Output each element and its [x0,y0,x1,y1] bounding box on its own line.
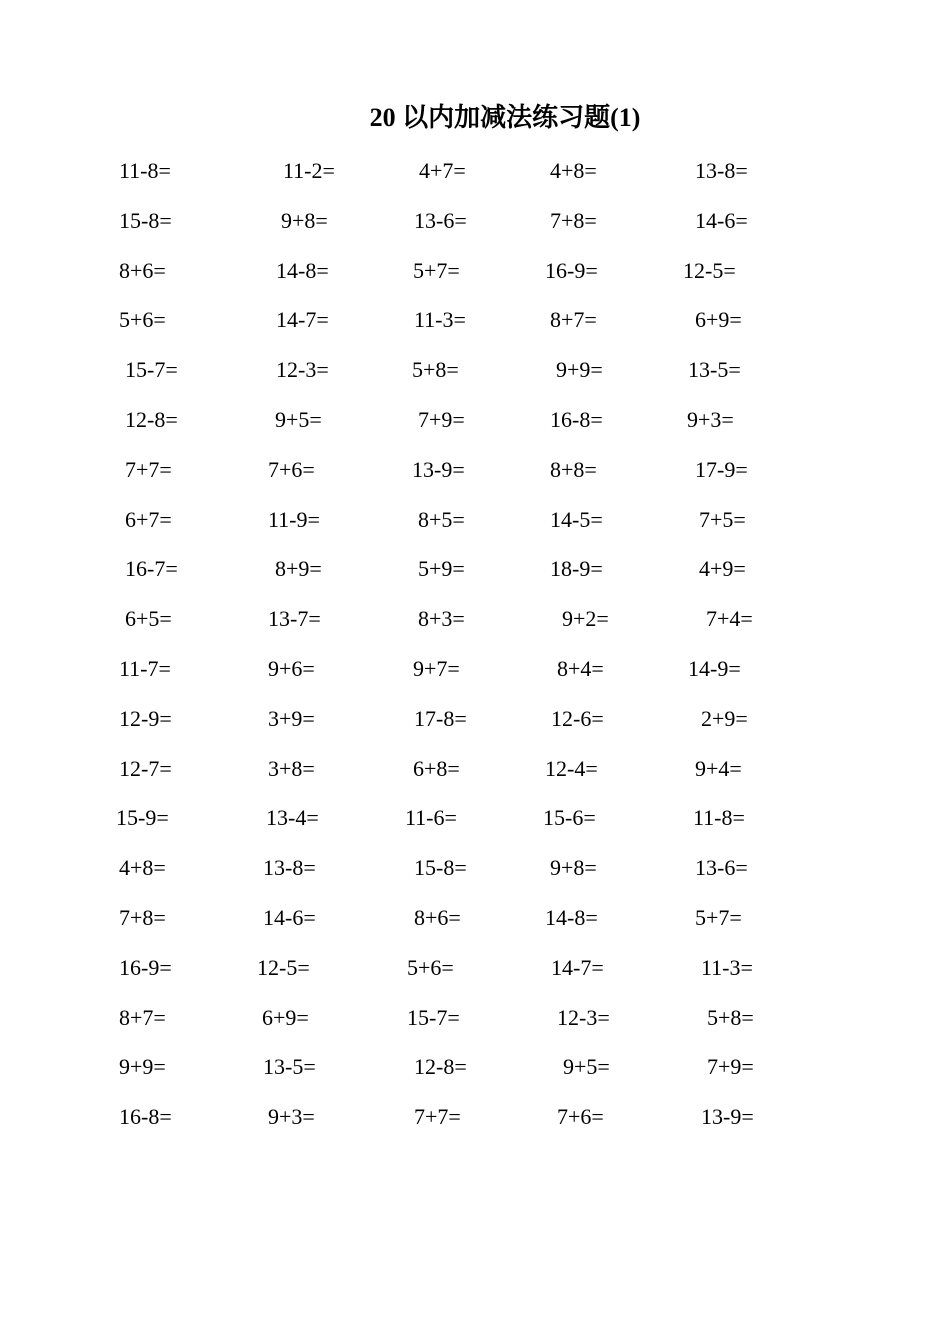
problem-cell: 9+6= [268,655,315,681]
problem-cell: 13-6= [695,855,748,881]
problem-cell: 14-7= [276,307,329,333]
problem-cell: 9+4= [695,755,742,781]
page-title: 20 以内加减法练习题(1) [369,103,641,132]
problem-cell: 12-5= [257,954,310,980]
problem-cell: 5+6= [119,307,166,333]
problem-cell: 11-9= [268,506,320,532]
problem-cell: 17-8= [414,705,467,731]
problem-cell: 6+8= [413,755,460,781]
problem-row [0,349,950,399]
problem-cell: 8+4= [557,655,604,681]
problem-cell: 7+5= [699,506,746,532]
problem-grid [0,150,950,1146]
problem-cell: 7+7= [414,1104,461,1130]
problem-cell: 8+6= [414,904,461,930]
problem-cell: 12-6= [551,705,604,731]
problem-cell: 6+7= [125,506,172,532]
problem-cell: 14-5= [550,506,603,532]
problem-cell: 11-7= [119,655,171,681]
problem-row [0,399,950,449]
problem-cell: 5+8= [707,1004,754,1030]
problem-cell: 7+6= [268,456,315,482]
problem-cell: 9+2= [562,606,609,632]
problem-row [0,698,950,748]
problem-cell: 14-7= [551,954,604,980]
problem-cell: 7+6= [557,1104,604,1130]
problem-cell: 13-5= [263,1054,316,1080]
problem-cell: 12-7= [119,755,172,781]
problem-cell: 9+5= [563,1054,610,1080]
problem-cell: 15-7= [125,357,178,383]
problem-cell: 13-6= [414,207,467,233]
problem-cell: 15-7= [407,1004,460,1030]
problem-cell: 7+8= [550,207,597,233]
problem-cell: 9+9= [556,357,603,383]
problem-row [0,947,950,997]
problem-cell: 16-9= [545,257,598,283]
problem-cell: 8+8= [550,456,597,482]
problem-cell: 5+6= [407,954,454,980]
problem-cell: 16-8= [550,406,603,432]
problem-cell: 17-9= [695,456,748,482]
problem-cell: 14-6= [695,207,748,233]
problem-row [0,897,950,947]
problem-cell: 5+7= [695,904,742,930]
problem-cell: 7+4= [706,606,753,632]
problem-row [0,200,950,250]
problem-row [0,997,950,1047]
problem-cell: 13-7= [268,606,321,632]
problem-cell: 4+8= [119,855,166,881]
problem-cell: 3+8= [268,755,315,781]
problem-cell: 16-8= [119,1104,172,1130]
problem-cell: 13-9= [412,456,465,482]
problem-cell: 11-3= [701,954,753,980]
problem-cell: 9+8= [550,855,597,881]
problem-cell: 13-5= [688,357,741,383]
problem-cell: 8+6= [119,257,166,283]
problem-cell: 12-9= [119,705,172,731]
problem-cell: 12-4= [545,755,598,781]
problem-cell: 14-8= [545,904,598,930]
problem-row [0,548,950,598]
problem-cell: 9+9= [119,1054,166,1080]
problem-cell: 4+9= [699,556,746,582]
problem-cell: 16-7= [125,556,178,582]
problem-cell: 14-8= [276,257,329,283]
problem-row [0,499,950,549]
problem-cell: 11-2= [283,158,335,183]
problem-row [0,449,950,499]
problem-cell: 12-8= [125,406,178,432]
problem-cell: 9+7= [413,655,460,681]
problem-row [0,1096,950,1146]
problem-row [0,797,950,847]
problem-cell: 6+5= [125,606,172,632]
problem-cell: 12-8= [414,1054,467,1080]
problem-cell: 13-8= [695,158,748,183]
problem-row [0,598,950,648]
problem-cell: 9+8= [281,207,328,233]
problem-row [0,1046,950,1096]
problem-cell: 8+7= [550,307,597,333]
problem-cell: 14-9= [688,655,741,681]
problem-cell: 8+9= [275,556,322,582]
problem-row [0,648,950,698]
problem-row [0,748,950,798]
problem-cell: 16-9= [119,954,172,980]
problem-cell: 15-8= [414,855,467,881]
problem-cell: 11-6= [405,805,457,831]
problem-cell: 6+9= [695,307,742,333]
problem-cell: 5+8= [412,357,459,383]
problem-row [0,299,950,349]
problem-cell: 12-3= [276,357,329,383]
problem-cell: 4+7= [419,158,466,183]
problem-cell: 5+9= [418,556,465,582]
problem-cell: 18-9= [550,556,603,582]
problem-row [0,847,950,897]
problem-cell: 7+8= [119,904,166,930]
problem-cell: 15-6= [543,805,596,831]
problem-cell: 12-5= [683,257,736,283]
problem-cell: 13-8= [263,855,316,881]
problem-cell: 2+9= [701,705,748,731]
problem-cell: 15-8= [119,207,172,233]
problem-cell: 13-9= [701,1104,754,1130]
problem-cell: 5+7= [413,257,460,283]
problem-cell: 9+3= [687,406,734,432]
problem-cell: 3+9= [268,705,315,731]
problem-cell: 11-3= [414,307,466,333]
problem-cell: 11-8= [693,805,745,831]
problem-row [0,150,950,200]
problem-cell: 11-8= [119,158,171,183]
problem-cell: 13-4= [266,805,319,831]
problem-cell: 8+7= [119,1004,166,1030]
problem-cell: 9+5= [275,406,322,432]
problem-cell: 8+5= [418,506,465,532]
problem-cell: 7+9= [707,1054,754,1080]
problem-cell: 6+9= [262,1004,309,1030]
problem-cell: 15-9= [116,805,169,831]
problem-cell: 4+8= [550,158,597,183]
problem-cell: 14-6= [263,904,316,930]
problem-cell: 9+3= [268,1104,315,1130]
problem-cell: 8+3= [418,606,465,632]
problem-cell: 12-3= [557,1004,610,1030]
problem-row [0,250,950,300]
problem-cell: 7+9= [418,406,465,432]
problem-cell: 7+7= [125,456,172,482]
